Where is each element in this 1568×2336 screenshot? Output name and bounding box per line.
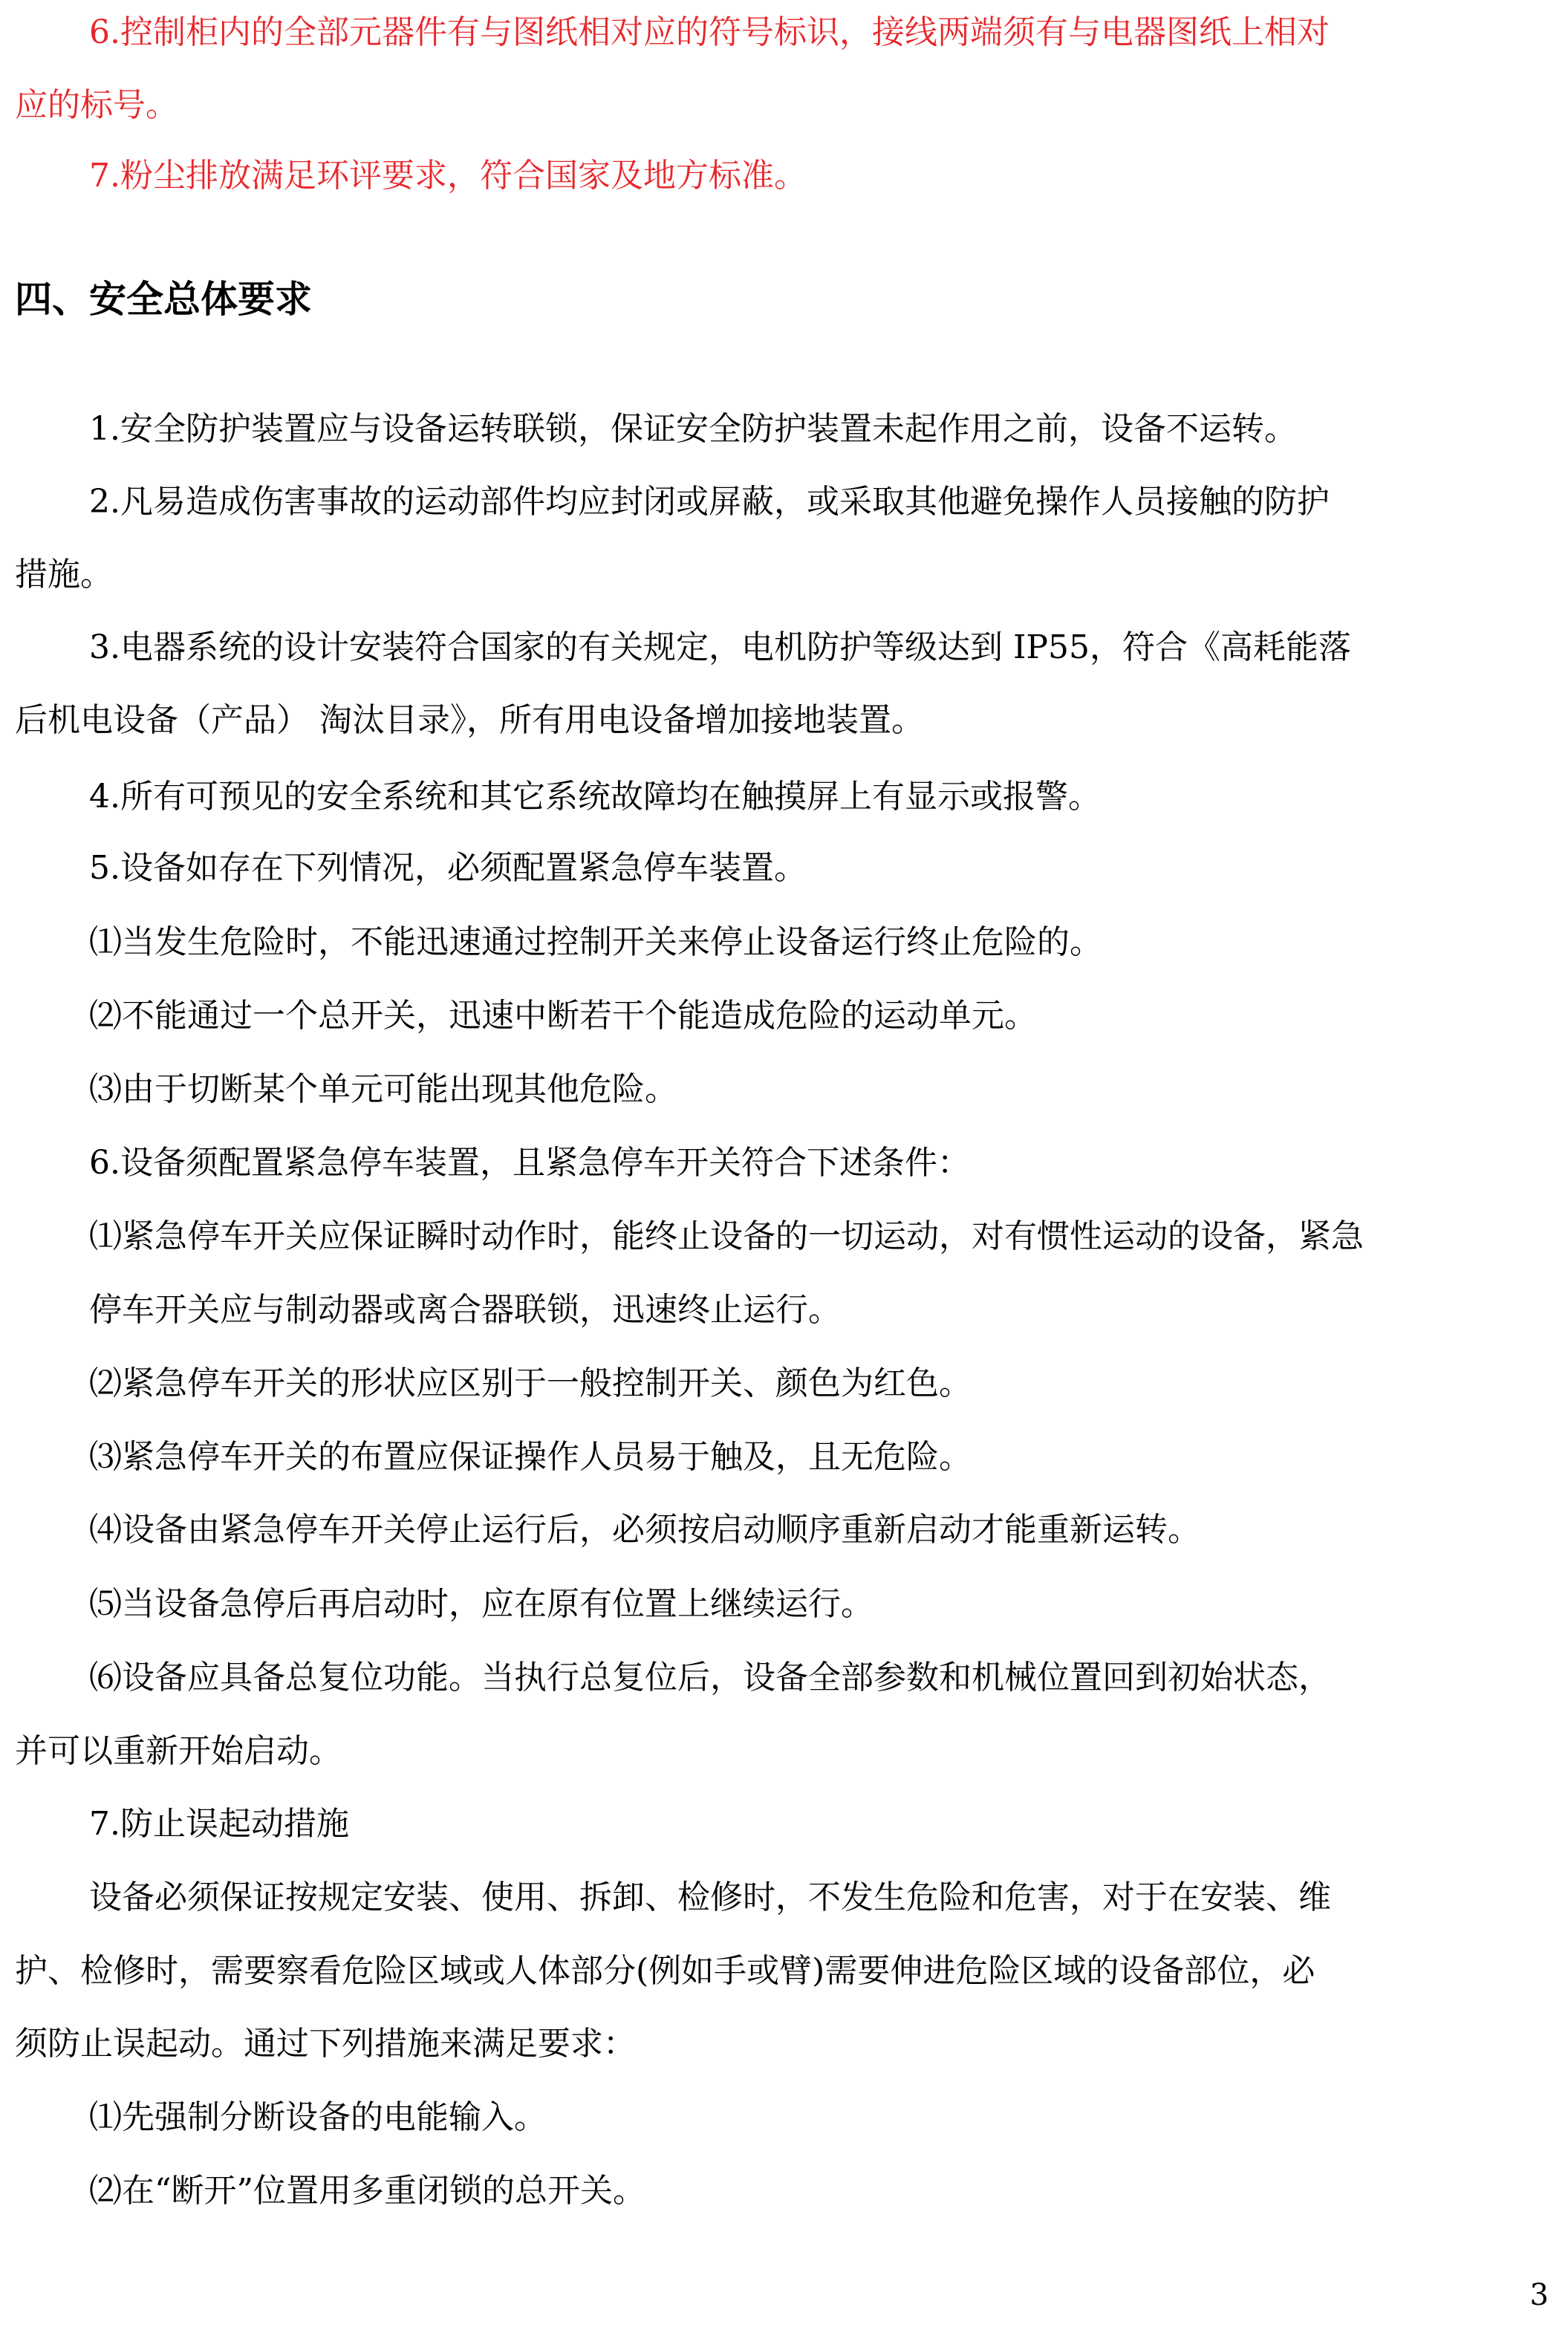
paragraph-line: 7.粉尘排放满足环评要求，符合国家及地方标准。 bbox=[89, 157, 807, 195]
list-item: ⑴先强制分断设备的电能输入。 bbox=[89, 2098, 547, 2136]
list-item: ⑶紧急停车开关的布置应保证操作人员易于触及，且无危险。 bbox=[89, 1438, 972, 1476]
paragraph-line: 5.设备如存在下列情况，必须配置紧急停车装置。 bbox=[89, 849, 807, 887]
paragraph-line: 设备必须保证按规定安装、使用、拆卸、检修时，不发生危险和危害，对于在安装、维 bbox=[89, 1878, 1331, 1916]
list-item: ⑴当发生危险时，不能迅速通过控制开关来停止设备运行终止危险的。 bbox=[89, 923, 1102, 961]
list-item: ⑴紧急停车开关应保证瞬时动作时，能终止设备的一切运动，对有惯性运动的设备，紧急 bbox=[89, 1217, 1364, 1255]
list-item: ⑵不能通过一个总开关，迅速中断若干个能造成危险的运动单元。 bbox=[89, 997, 1037, 1035]
section-heading: 四、安全总体要求 bbox=[15, 278, 312, 321]
document-page bbox=[15, 0, 1552, 2336]
list-item: 停车开关应与制动器或离合器联锁，迅速终止运行。 bbox=[89, 1291, 841, 1329]
list-item: ⑶由于切断某个单元可能出现其他危险。 bbox=[89, 1070, 677, 1108]
paragraph-line: 6.设备须配置紧急停车装置，且紧急停车开关符合下述条件： bbox=[89, 1144, 970, 1182]
paragraph-line: 3.电器系统的设计安装符合国家的有关规定，电机防护等级达到 IP55，符合《高耗能落 bbox=[89, 628, 1351, 666]
paragraph-line: 2.凡易造成伤害事故的运动部件均应封闭或屏蔽，或采取其他避免操作人员接触的防护 bbox=[89, 483, 1330, 521]
list-item: ⑷设备由紧急停车开关停止运行后，必须按启动顺序重新启动才能重新运转。 bbox=[89, 1511, 1200, 1549]
paragraph-line: 措施。 bbox=[15, 556, 113, 593]
list-item: ⑵在“断开”位置用多重闭锁的总开关。 bbox=[89, 2172, 645, 2210]
paragraph-line: 后机电设备（产品） 淘汰目录》，所有用电设备增加接地装置。 bbox=[15, 701, 924, 739]
paragraph-line: 7.防止误起动措施 bbox=[89, 1805, 349, 1843]
paragraph-line: 护、检修时，需要察看危险区域或人体部分(例如手或臂)需要伸进危险区域的设备部位，必 bbox=[15, 1952, 1315, 1990]
paragraph-line: 4.所有可预见的安全系统和其它系统故障均在触摸屏上有显示或报警。 bbox=[89, 778, 1101, 816]
list-item: ⑸当设备急停后再启动时，应在原有位置上继续运行。 bbox=[89, 1585, 874, 1623]
paragraph-line: 应的标号。 bbox=[15, 86, 178, 124]
paragraph-line: 须防止误起动。通过下列措施来满足要求： bbox=[15, 2025, 636, 2063]
paragraph-line: 1.安全防护装置应与设备运转联锁，保证安全防护装置未起作用之前，设备不运转。 bbox=[89, 410, 1297, 448]
paragraph-line: 6.控制柜内的全部元器件有与图纸相对应的符号标识，接线两端须有与电器图纸上相对 bbox=[89, 13, 1330, 51]
paragraph-line: 并可以重新开始启动。 bbox=[15, 1732, 342, 1770]
list-item: ⑹设备应具备总复位功能。当执行总复位后，设备全部参数和机械位置回到初始状态， bbox=[89, 1659, 1331, 1696]
list-item: ⑵紧急停车开关的形状应区别于一般控制开关、颜色为红色。 bbox=[89, 1364, 972, 1402]
page-number: 3 bbox=[1529, 2278, 1549, 2312]
